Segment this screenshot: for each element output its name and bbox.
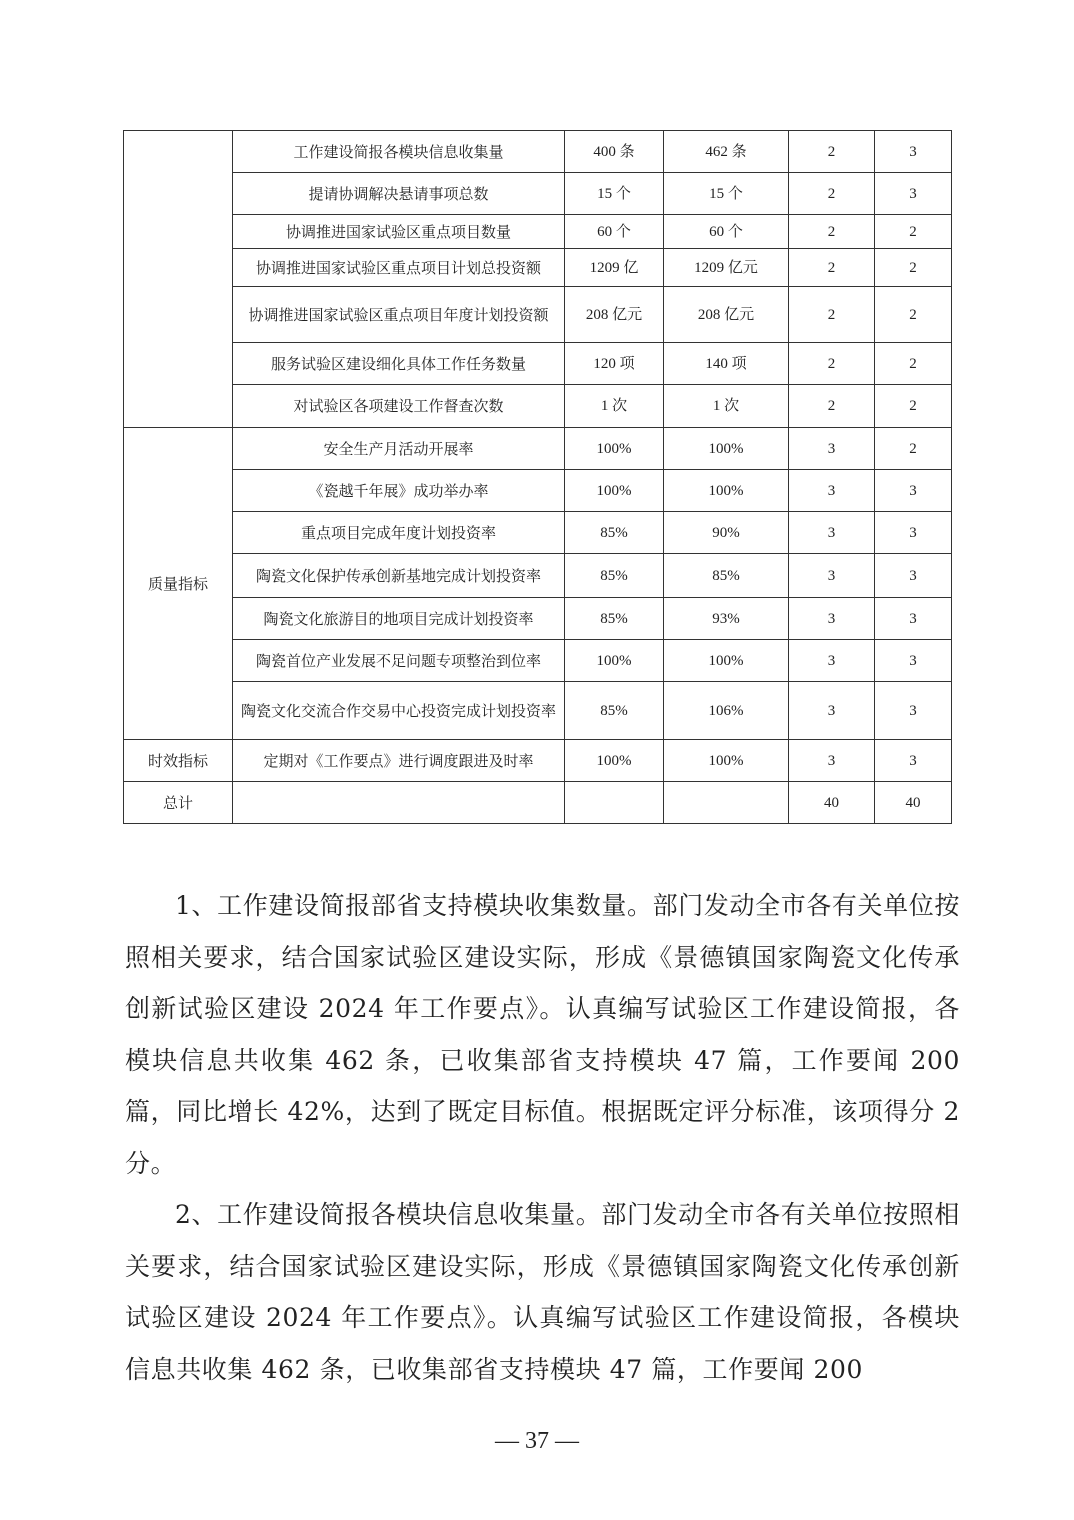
- actual-value-cell: 106%: [664, 682, 789, 740]
- paragraph-1: 1、工作建设简报部省支持模块收集数量。部门发动全市各有关单位按照相关要求，结合国家试验区建设实际，形成《景德镇国家陶瓷文化传承创新试验区建设 2024 年工作要点》。认真编写试验区工作建设简报，各模块信息共收集 462 条，已收集部省支持模块 47 篇，工作要闻 200 篇，同比增长 42%，达到了既定目标值。根据既定评分标准，该项得分 2 分。: [125, 891, 960, 1178]
- score-cell: 3: [875, 598, 952, 640]
- weight-cell: 2: [789, 215, 875, 249]
- category-cell: 时效指标: [124, 740, 233, 782]
- actual-value-cell: 1 次: [664, 385, 789, 428]
- actual-value-cell: 85%: [664, 554, 789, 598]
- weight-cell: 3: [789, 512, 875, 554]
- actual-value-cell: 93%: [664, 598, 789, 640]
- actual-value-cell: 462 条: [664, 131, 789, 173]
- actual-value-cell: 15 个: [664, 173, 789, 215]
- target-value-cell: 100%: [565, 470, 664, 512]
- target-value-cell: 100%: [565, 740, 664, 782]
- weight-cell: 3: [789, 640, 875, 682]
- indicator-cell: 《瓷越千年展》成功举办率: [233, 470, 565, 512]
- score-cell: 2: [875, 428, 952, 470]
- actual-value-cell: 1209 亿元: [664, 249, 789, 287]
- actual-value-cell: 90%: [664, 512, 789, 554]
- indicator-cell: 定期对《工作要点》进行调度跟进及时率: [233, 740, 565, 782]
- indicator-cell: 提请协调解决悬请事项总数: [233, 173, 565, 215]
- table-row: [124, 249, 952, 287]
- weight-cell: 3: [789, 598, 875, 640]
- target-value-cell: 400 条: [565, 131, 664, 173]
- indicator-cell: 协调推进国家试验区重点项目计划总投资额: [233, 249, 565, 287]
- table-row: [124, 640, 952, 682]
- actual-value-cell: 140 项: [664, 343, 789, 385]
- table-row: [124, 428, 952, 470]
- actual-value-cell: [664, 782, 789, 824]
- weight-total-cell: 40: [789, 782, 875, 824]
- target-value-cell: 1 次: [565, 385, 664, 428]
- table-row: [124, 554, 952, 598]
- indicator-cell: 工作建设简报各模块信息收集量: [233, 131, 565, 173]
- target-value-cell: 100%: [565, 428, 664, 470]
- weight-cell: 2: [789, 249, 875, 287]
- indicator-cell: 协调推进国家试验区重点项目年度计划投资额: [233, 287, 565, 343]
- target-value-cell: 85%: [565, 554, 664, 598]
- indicator-cell: 服务试验区建设细化具体工作任务数量: [233, 343, 565, 385]
- score-cell: 3: [875, 740, 952, 782]
- score-cell: 2: [875, 287, 952, 343]
- weight-cell: 2: [789, 343, 875, 385]
- target-value-cell: 15 个: [565, 173, 664, 215]
- indicator-cell: 陶瓷文化保护传承创新基地完成计划投资率: [233, 554, 565, 598]
- target-value-cell: 120 项: [565, 343, 664, 385]
- weight-cell: 2: [789, 385, 875, 428]
- table-row: [124, 740, 952, 782]
- score-cell: 3: [875, 173, 952, 215]
- table-row: [124, 215, 952, 249]
- target-value-cell: 1209 亿: [565, 249, 664, 287]
- weight-cell: 2: [789, 131, 875, 173]
- category-cell: 质量指标: [124, 428, 233, 740]
- table-row: [124, 173, 952, 215]
- actual-value-cell: 100%: [664, 470, 789, 512]
- score-cell: 3: [875, 554, 952, 598]
- score-cell: 3: [875, 470, 952, 512]
- indicator-cell: 陶瓷文化交流合作交易中心投资完成计划投资率: [233, 682, 565, 740]
- table-row: [124, 287, 952, 343]
- target-value-cell: 85%: [565, 682, 664, 740]
- weight-cell: 3: [789, 554, 875, 598]
- table-row: [124, 385, 952, 428]
- page-number: — 37 —: [495, 1428, 579, 1454]
- indicator-cell: 陶瓷首位产业发展不足问题专项整治到位率: [233, 640, 565, 682]
- table-row: [124, 343, 952, 385]
- target-value-cell: 60 个: [565, 215, 664, 249]
- weight-cell: 2: [789, 173, 875, 215]
- score-cell: 2: [875, 249, 952, 287]
- performance-indicator-table: [123, 130, 952, 824]
- target-value-cell: 85%: [565, 512, 664, 554]
- target-value-cell: 85%: [565, 598, 664, 640]
- weight-cell: 3: [789, 740, 875, 782]
- score-cell: 2: [875, 215, 952, 249]
- category-cell: [124, 131, 233, 428]
- weight-cell: 3: [789, 470, 875, 512]
- actual-value-cell: 100%: [664, 640, 789, 682]
- weight-cell: 2: [789, 287, 875, 343]
- score-cell: 3: [875, 640, 952, 682]
- score-cell: 3: [875, 682, 952, 740]
- indicator-cell: 陶瓷文化旅游目的地项目完成计划投资率: [233, 598, 565, 640]
- indicator-cell: 对试验区各项建设工作督查次数: [233, 385, 565, 428]
- table-row: [124, 512, 952, 554]
- actual-value-cell: 208 亿元: [664, 287, 789, 343]
- weight-cell: 3: [789, 428, 875, 470]
- weight-cell: 3: [789, 682, 875, 740]
- table-total-row: [124, 782, 952, 824]
- actual-value-cell: 100%: [664, 428, 789, 470]
- score-cell: 3: [875, 512, 952, 554]
- target-value-cell: 208 亿元: [565, 287, 664, 343]
- body-text: [125, 880, 960, 1395]
- target-value-cell: [565, 782, 664, 824]
- indicator-cell: 协调推进国家试验区重点项目数量: [233, 215, 565, 249]
- table-row: [124, 598, 952, 640]
- target-value-cell: 100%: [565, 640, 664, 682]
- indicator-cell: 重点项目完成年度计划投资率: [233, 512, 565, 554]
- actual-value-cell: 60 个: [664, 215, 789, 249]
- table-row: [124, 682, 952, 740]
- score-cell: 2: [875, 385, 952, 428]
- total-label-cell: 总计: [124, 782, 233, 824]
- score-total-cell: 40: [875, 782, 952, 824]
- table-row: [124, 131, 952, 173]
- score-cell: 2: [875, 343, 952, 385]
- indicator-cell: 安全生产月活动开展率: [233, 428, 565, 470]
- table-row: [124, 470, 952, 512]
- actual-value-cell: 100%: [664, 740, 789, 782]
- score-cell: 3: [875, 131, 952, 173]
- indicator-cell: [233, 782, 565, 824]
- paragraph-2: 2、工作建设简报各模块信息收集量。部门发动全市各有关单位按照相关要求，结合国家试验区建设实际，形成《景德镇国家陶瓷文化传承创新试验区建设 2024 年工作要点》。认真编写试验区工作建设简报，各模块信息共收集 462 条，已收集部省支持模块 47 篇，工作要闻 200: [125, 1200, 960, 1384]
